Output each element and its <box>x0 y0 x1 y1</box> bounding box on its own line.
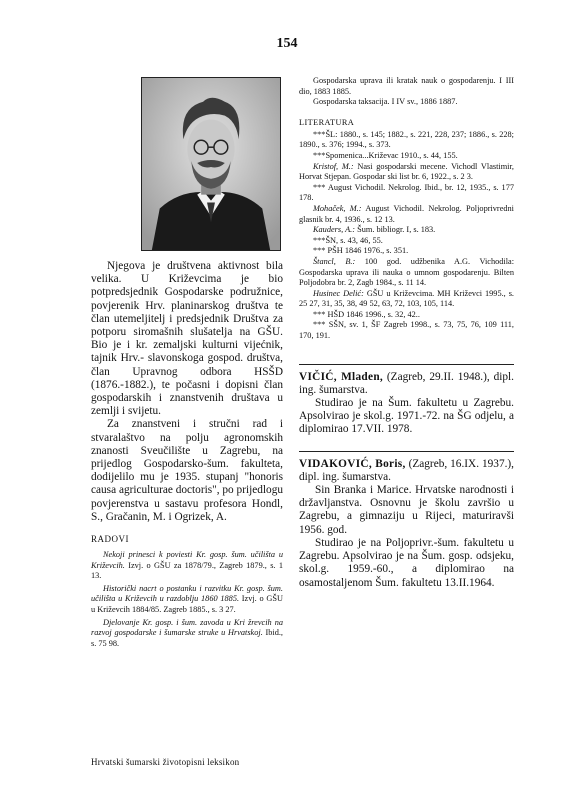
work-title: Historički nacrt o postanku i razvitku Kr. gosp. šum. učilišta u Križevcih u razdoblju 1860 1885. <box>91 583 283 604</box>
biography-text: Studirao je na Šum. fakultetu u Zagrebu. Apsolvirao je skol.g. 1971.-72. na ŠG odjelu, a diplomirao 17.VII. 1978. <box>299 397 514 436</box>
literature-item <box>299 320 514 341</box>
work-title: Nekoji prinesci k poviesti Kr. gosp. šum. učilišta u Križevcih. <box>91 550 283 570</box>
biography-birth: (Zagreb, 29.II. 1948.), dipl. ing. šumarstva. <box>299 370 514 396</box>
literature-text: ***Spomenica...Križevac 1910., s. 44, 155. <box>313 150 458 160</box>
portrait-photo <box>141 77 281 251</box>
literature-author: Kauders, A.: <box>313 225 356 235</box>
portrait-icon <box>142 78 280 250</box>
biography-text: Studirao je na Poljoprivr.-šum. fakultetu u Zagrebu. Apsolvirao je na Šum. gosp. odsjeku, skol.g. 1959.-60., a diplomirao na osamostaljenom Šum. fakultetu 13.II.1964. <box>299 536 514 589</box>
literature-text: GŠU u Križevcima. MH Križevci 1995., s. 25 27, 31, 35, 38, 49 52, 63, 72, 103, 105, 114. <box>299 288 514 309</box>
biography-heading <box>299 458 514 484</box>
literature-text: Šum. bibliogr. I, s. 183. <box>355 225 436 235</box>
literature-author: Štancl, B.: <box>313 256 356 266</box>
right-column <box>299 76 514 590</box>
literature-text: Nasi gospodarski mecene. Vichodl Vlastimir, Horvat Stjepan. Gospodar ski list br. 6, 1922., s. 2 3. <box>299 161 514 182</box>
biography-birth: (Zagreb, 16.IX. 1937.), dipl. ing. šumarstva. <box>299 457 514 483</box>
literature-author: Mohaček, M.: <box>313 203 362 213</box>
biography-vidakovic <box>299 451 514 590</box>
literature-author: Husinec Delić: <box>313 288 364 298</box>
literature-author: Kristof, M.: <box>313 161 354 171</box>
work-item: Gospodarska taksacija. I IV sv., 1886 1887. <box>313 97 458 107</box>
literature-text: ***ŠN, s. 43, 46, 55. <box>313 235 383 245</box>
literature-item <box>299 289 514 310</box>
work-source: Izvj. o GŠU za 1878/79., Zagreb 1879., s. 1 13. <box>91 560 283 581</box>
footer-title: Hrvatski šumarski životopisni leksikon <box>91 757 240 767</box>
page-number: 154 <box>276 36 298 51</box>
work-source: Izvj. o GŠU u Križevcih 1884/85. Zagreb 1885., s. 3 27. <box>91 594 283 615</box>
literature-item <box>299 130 514 151</box>
biography-heading <box>299 371 514 397</box>
literature-item <box>299 225 514 236</box>
work-title: Djelovanje Kr. gosp. i šum. zavoda u Kri žrevcih na razvoj gospodarske i šumarske struke u Hrvatskoj. <box>91 617 283 638</box>
paragraph: Njegova je društvena aktivnost bila velika. U Križevcima je bio potpredsjednik Gospodarske podružnice, povjerenik Hrv. planinarskog društva te član utemeljitelj i predsjednik Društva za potporu siromašnih slušatelja na GŠU. Bio je i kr. zemaljski kulturni vijećnik, tajnik Hrv.- slavonskoga gospod. društva, član Upravnog odbora HSŠD (1876.-1882.), te počasni i dopisni član gospodarskih i znanstvenih društava u zemlji i svijetu. <box>91 260 283 418</box>
literature-text: *** SŠN, sv. 1, ŠF Zagreb 1998., s. 73, 75, 76, 109 111, 170, 191. <box>299 320 514 341</box>
biography-name: VIDAKOVIĆ, Boris, <box>299 457 406 470</box>
divider <box>299 451 514 452</box>
literature-item <box>299 257 514 289</box>
literature-item <box>299 310 514 321</box>
literature-text: August Vichodil. Nekrolog. Poljoprivredni glasnik br. 4, 1936., s. 12 13. <box>299 203 514 224</box>
literature-item <box>299 183 514 204</box>
work-item <box>91 584 283 616</box>
literature-item <box>299 162 514 183</box>
literature-text: ***ŠL: 1880., s. 145; 1882., s. 221, 228, 237; 1886., s. 228; 1890., s. 376; 1994., s. 373. <box>299 129 514 150</box>
literature-text: 100 god. udžbenika A.G. Vichodila: Gospodarska uprava ili nauka o umnom gospodarenju. Bilten Poljodobra br. 2, Zagb 1984., s. 11 14. <box>299 256 514 288</box>
work-source: Ibid., s. 75 98. <box>91 628 283 648</box>
biography-name: VIČIĆ, Mladen, <box>299 370 384 383</box>
literature-item <box>299 236 514 247</box>
work-item <box>91 618 283 650</box>
radovi-heading: RADOVI <box>91 534 129 545</box>
paragraph: Za znanstveni i stručni rad i stvaralaštvo na polju agronomskih znanosti Sveučilište u Zagrebu, na prijedlog Gospodarsko-šum. fakulteta, dodijelilo mu je 1935. stupanj "honoris causa agriculturae doctoris", po prijedlogu povjerenstva u sastavu profesora Hondl, S., Gračanin, M. i Ogrizek, A. <box>91 418 283 523</box>
biography-vicic <box>299 364 514 437</box>
work-item: Gospodarska uprava ili kratak nauk o gospodarenju. I III dio, 1883 1885. <box>299 76 514 96</box>
left-column <box>91 260 283 651</box>
literature-text: *** PŠH 1846 1976., s. 351. <box>313 246 409 256</box>
divider <box>299 364 514 365</box>
literatura-heading: LITERATURA <box>299 117 355 127</box>
literature-item <box>299 204 514 225</box>
literature-item <box>299 151 514 162</box>
literature-item <box>299 246 514 257</box>
literature-text: *** August Vichodil. Nekrolog. Ibid., br. 12, 1935., s. 177 178. <box>299 182 514 203</box>
biography-text: Sin Branka i Marice. Hrvatske narodnosti i državljanstva. Osnovnu je školu završio u Zagrebu, a gimnaziju u Rijeci, maturiravši 1956. god. <box>299 484 514 536</box>
literature-text: *** HŠD 1846 1996., s. 32, 42.. <box>313 309 420 319</box>
work-item <box>91 550 283 582</box>
